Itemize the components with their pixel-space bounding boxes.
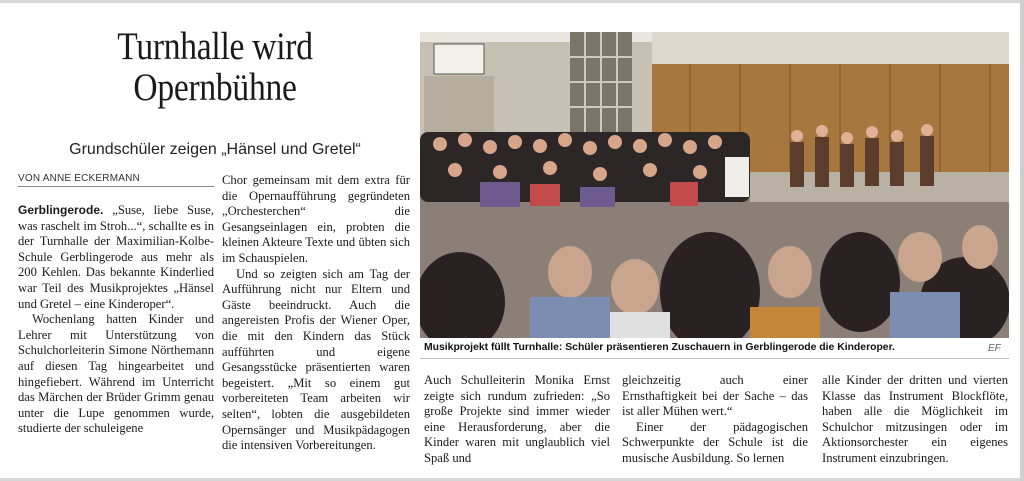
paragraph: alle Kinder der dritten und vierten Klasse das Instrument Blockflöte, haben alle die Möglichkeit im Schulchor mitzusingen oder im Aktionsorchester ein eigenes Instrument einzubringen. [822, 373, 1008, 465]
photo-credit: EF [988, 343, 1001, 354]
clipping-border-right [1020, 0, 1024, 481]
headline [49, 26, 381, 108]
article-column-3 [424, 373, 610, 467]
paragraph [18, 203, 214, 312]
article-column-4 [622, 373, 808, 467]
paragraph: Auch Schulleiterin Monika Ernst zeigte sich rundum zufrieden: „So große Projekte sind immer wieder eine Herausforderung, aber die Kinder waren mit unglaublich viel Spaß und [424, 373, 610, 465]
paragraph-text: „Suse, liebe Suse, was raschelt im Stroh...“, schallte es in der Turnhalle der Maximilian-Kolbe-Schule Gerblingerode aus mehr als 200 Kehlen. Das bekannte Kinderlied war Teil des Musikprojektes „Hänsel und Gretel – eine Kinderoper“. [18, 203, 214, 311]
byline: VON ANNE ECKERMANN [18, 173, 214, 187]
paragraph: Wochenlang hatten Kinder und Lehrer mit Unterstützung von Schulchorleiterin Simone Nörthemann auf diesen Tag hingearbeitet und hingefiebert. Während im Unterricht das Märchen der Brüder Grimm genau unter die Lupe genommen wurde, studierte der schuleigene [18, 312, 214, 436]
article-column-5 [822, 373, 1008, 467]
article-column-2 [222, 173, 410, 454]
dateline: Gerblingerode. [18, 203, 104, 217]
article-column-1 [18, 203, 214, 437]
caption-divider [420, 358, 1009, 359]
headline-line-2: Opernbühne [133, 66, 297, 109]
paragraph: gleichzeitig auch einer Ernsthaftigkeit bei der Sache – das ist aller Mühen wert.“ [622, 373, 808, 419]
paragraph: Einer der pädagogischen Schwerpunkte der Schule ist die musische Ausbildung. So lernen [622, 419, 808, 465]
headline-line-1: Turnhalle wird [117, 25, 313, 68]
article-photo [420, 32, 1009, 338]
paragraph: Chor gemeinsam mit dem extra für die Opernaufführung gegründeten „Orchesterchen“ die Gesangseinlagen ein, probten die kleinen Akteure Texte und übten sich im Schauspielen. [222, 173, 410, 265]
paragraph: Und so zeigten sich am Tag der Aufführung nicht nur Eltern und Gäste beeindruckt. Auch die angereisten Profis der Wiener Oper, die mit den Kindern das Stück aufführten und eigene Gesangsstücke präsentierten waren begeistert. „Mit so einem gut vorbereiteten Team arbeiten wir selten“, lobten die ausgebildeten Opernsänger und Musikpädagogen die intensiven Vorbereitungen. [222, 266, 410, 453]
subheadline: Grundschüler zeigen „Hänsel und Gretel“ [69, 141, 361, 158]
school-gym-performance-photo [420, 32, 1009, 338]
photo-caption: Musikprojekt füllt Turnhalle: Schüler präsentieren Zuschauern in Gerblingerode die Kinderoper. [424, 342, 895, 353]
clipping-border-top [0, 0, 1024, 3]
